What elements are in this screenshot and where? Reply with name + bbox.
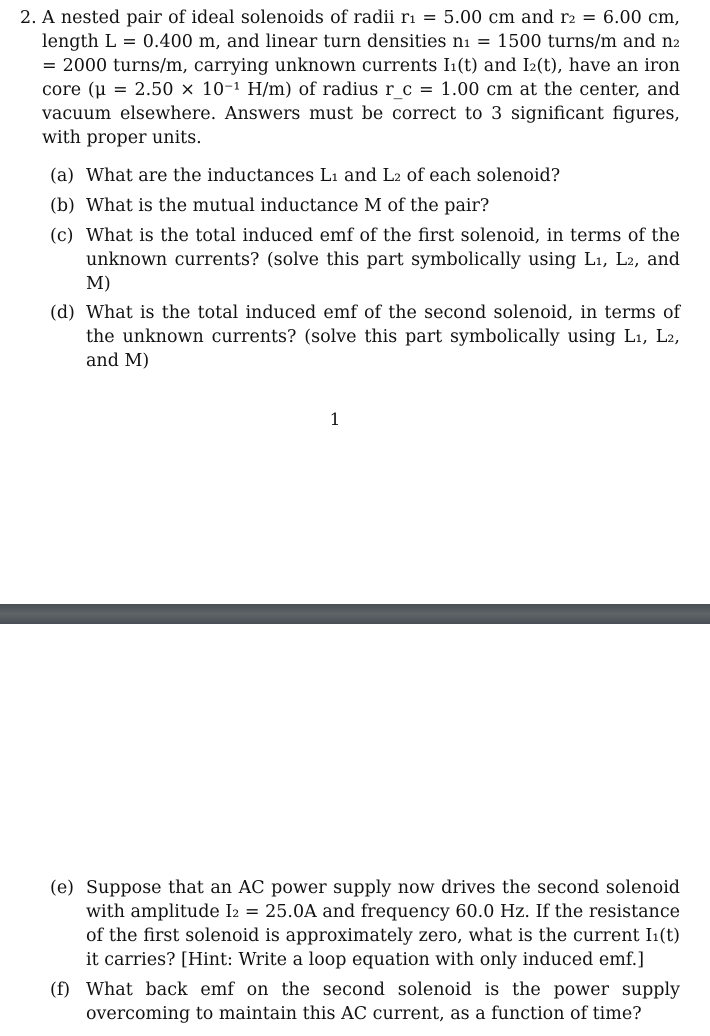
part-d: [50, 301, 680, 373]
part-text: What is the total induced emf of the second solenoid, in terms of the unknown currents? (solve this part symbolically using L₁, L₂, and M): [86, 303, 680, 371]
part-text: What is the mutual inductance M of the pair?: [86, 196, 490, 216]
problem-number: 2.: [20, 8, 37, 28]
part-text: What is the total induced emf of the first solenoid, in terms of the unknown currents? (solve this part symbolically using L₁, L₂, and M): [86, 226, 680, 294]
part-text: What are the inductances L₁ and L₂ of each solenoid?: [86, 166, 561, 186]
part-b: [50, 194, 680, 218]
part-label: (c): [50, 226, 74, 246]
part-c: [50, 224, 680, 296]
part-label: (a): [50, 166, 75, 186]
part-f: [50, 978, 680, 1026]
part-text: What back emf on the second solenoid is the power supply overcoming to maintain this AC current, as a function of time?: [86, 980, 680, 1024]
page-2: [0, 624, 710, 1036]
part-e: [50, 876, 680, 972]
part-label: (e): [50, 878, 75, 898]
part-label: (f): [50, 980, 71, 1000]
part-label: (d): [50, 303, 75, 323]
part-label: (b): [50, 196, 75, 216]
part-a: [50, 164, 680, 188]
part-text: Suppose that an AC power supply now drives the second solenoid with amplitude I₂ = 25.0A and frequency 60.0 Hz. If the resistance of the first solenoid is approximately zero, what is the current I₁(t) it carries? [Hint: Write a loop equation with only induced emf.]: [86, 878, 680, 970]
problem-statement: [20, 6, 680, 150]
page-separator: [0, 604, 710, 624]
page-number: 1: [329, 410, 341, 430]
problem-text: A nested pair of ideal solenoids of radii r₁ = 5.00 cm and r₂ = 6.00 cm, length L = 0.400 m, and linear turn densities n₁ = 1500 turns/m and n₂ = 2000 turns/m, carrying unknown currents I₁(t) and I₂(t), have an iron core (μ = 2.50 × 10⁻¹ H/m) of radius r_c = 1.00 cm at the center, and vacuum elsewhere. Answers must be correct to 3 significant figures, with proper units.: [42, 8, 680, 148]
